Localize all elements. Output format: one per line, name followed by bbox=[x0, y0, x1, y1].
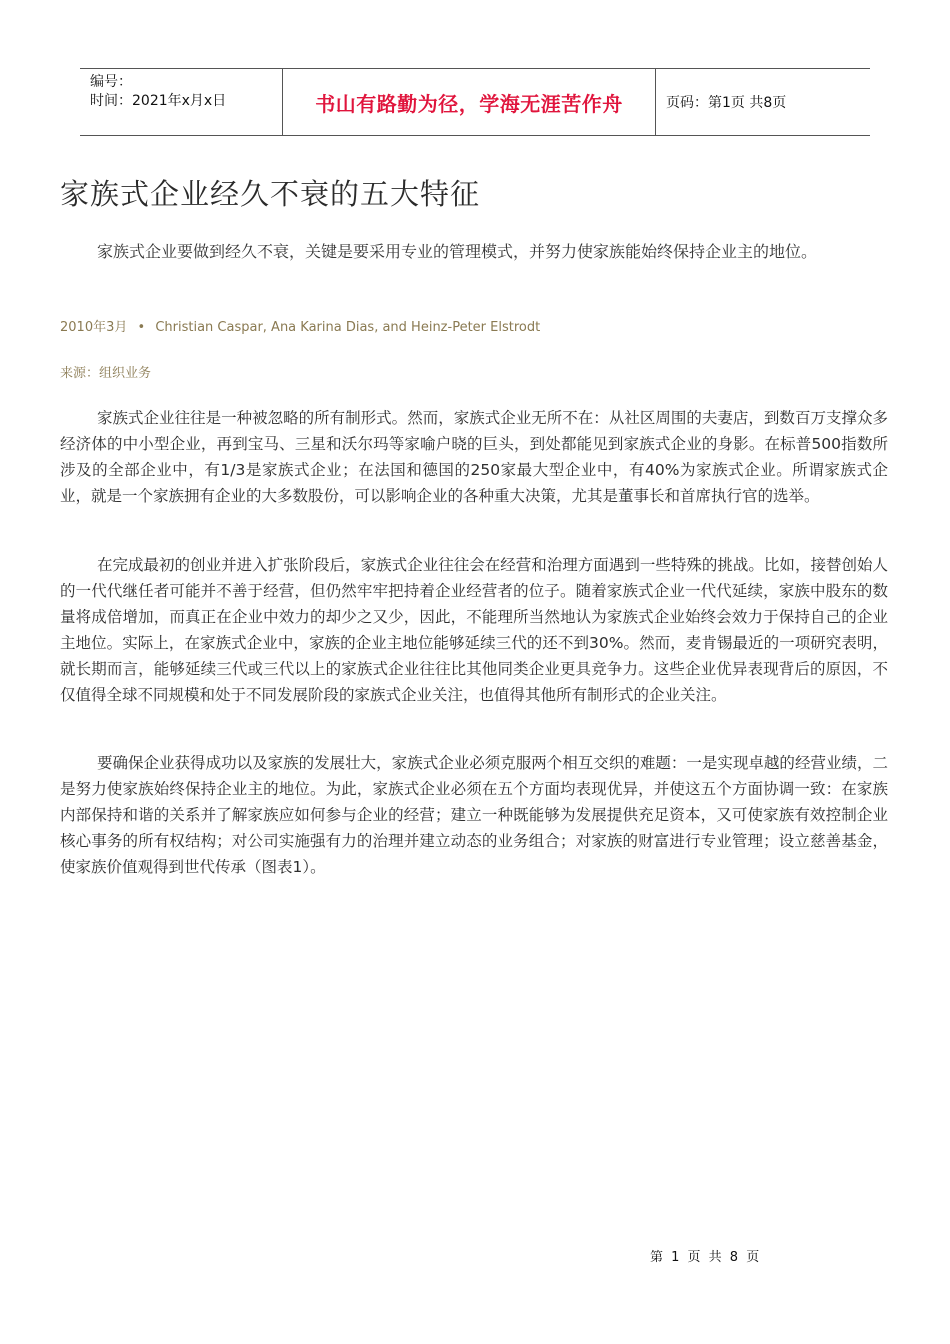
body-paragraph-2: 在完成最初的创业并进入扩张阶段后，家族式企业往往会在经营和治理方面遇到一些特殊的挑战。比如，接替创始人的一代代继任者可能并不善于经营，但仍然牢牢把持着企业经营者的位子。随着家族式企业一代代延续，家族中股东的数量将成倍增加，而真正在企业中效力的却少之又少，因此，不能理所当然地认为家族式企业始终会效力于保持自己的企业主地位。实际上，在家族式企业中，家族的企业主地位能够延续三代的还不到30%。然而，麦肯锡最近的一项研究表明，就长期而言，能够延续三代或三代以上的家族式企业往往比其他同类企业更具竞争力。这些企业优异表现背后的原因，不仅值得全球不同规模和处于不同发展阶段的家族式企业关注，也值得其他所有制形式的企业关注。 bbox=[60, 556, 888, 704]
header-page-cell bbox=[656, 69, 870, 135]
body-paragraph-3: 要确保企业获得成功以及家族的发展壮大，家族式企业必须克服两个相互交织的难题：一是实现卓越的经营业绩，二是努力使家族始终保持企业主的地位。为此，家族式企业必须在五个方面均表现优异，并使这五个方面协调一致：在家族内部保持和谐的关系并了解家族应如何参与企业的经营；建立一种既能够为发展提供充足资本，又可使家族有效控制企业核心事务的所有权结构；对公司实施强有力的治理并建立动态的业务组合；对家族的财富进行专业管理；设立慈善基金，使家族价值观得到世代传承（图表1）。 bbox=[60, 754, 888, 876]
document-date-label: 时间：2021年x月x日 bbox=[90, 93, 227, 109]
document-number-label: 编号： bbox=[90, 74, 132, 90]
article-title: 家族式企业经久不衰的五大特征 bbox=[60, 177, 481, 211]
header-info-cell bbox=[80, 69, 282, 135]
header-motto: 书山有路勤为径，学海无涯苦作舟 bbox=[315, 91, 623, 116]
header-motto-cell bbox=[282, 69, 656, 135]
article-date: 2010年3月 bbox=[60, 320, 128, 335]
header-page-info: 页码：第1页 共8页 bbox=[666, 95, 787, 111]
body-paragraph-1: 家族式企业往往是一种被忽略的所有制形式。然而，家族式企业无所不在：从社区周围的夫妻店，到数百万支撑众多经济体的中小型企业，再到宝马、三星和沃尔玛等家喻户晓的巨头，到处都能见到家族式企业的身影。在标普500指数所涉及的全部企业中，有1/3是家族式企业；在法国和德国的250家最大型企业中，有40%为家族式企业。所谓家族式企业，就是一个家族拥有企业的大多数股份，可以影响企业的各种重大决策，尤其是董事长和首席执行官的选举。 bbox=[60, 409, 888, 505]
article-lead: 家族式企业要做到经久不衰，关键是要采用专业的管理模式，并努力使家族能始终保持企业主的地位。 bbox=[97, 242, 818, 261]
article-source: 来源：组织业务 bbox=[60, 366, 152, 381]
header-table bbox=[80, 68, 870, 136]
meta-bullet: • bbox=[137, 320, 146, 335]
page-footer: 第 1 页 共 8 页 bbox=[650, 1250, 762, 1265]
article-meta bbox=[60, 316, 540, 335]
article-authors: Christian Caspar, Ana Karina Dias, and Heinz-Peter Elstrodt bbox=[155, 320, 541, 335]
